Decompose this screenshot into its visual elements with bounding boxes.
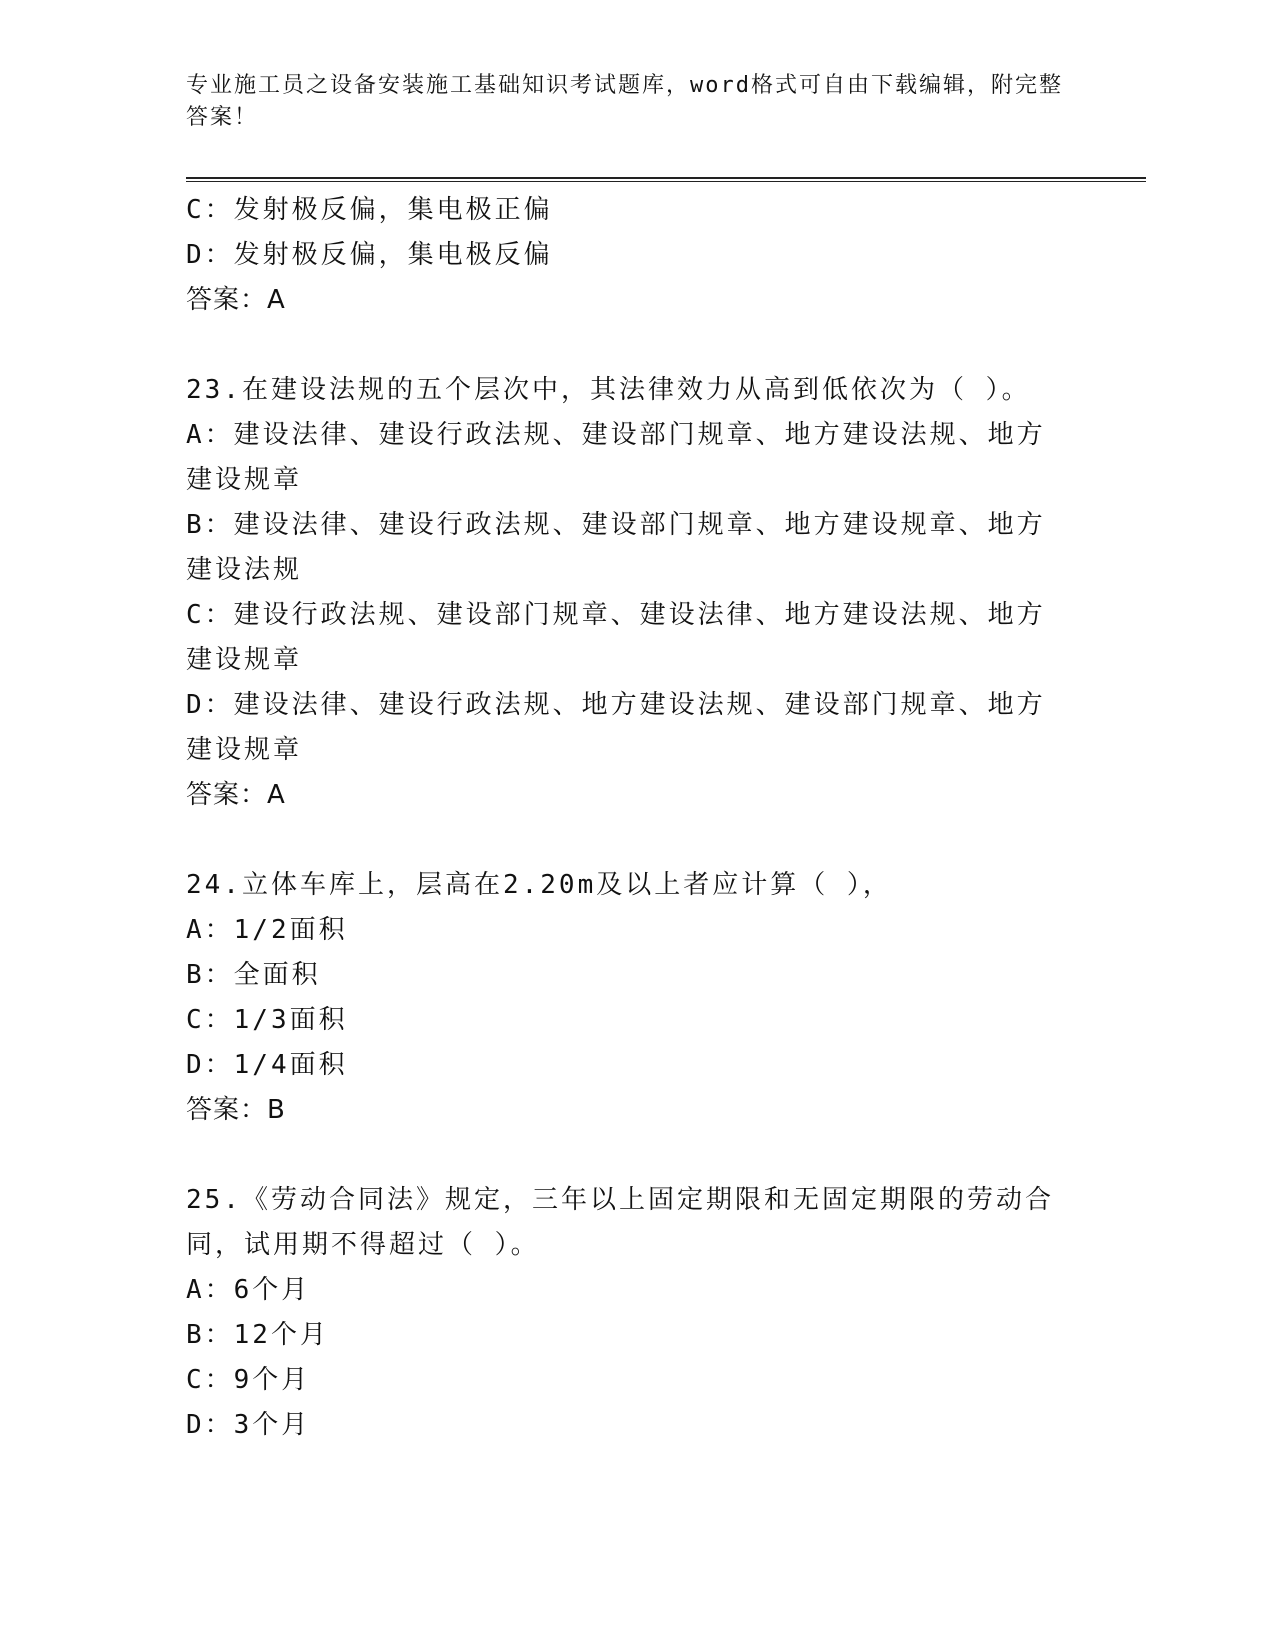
q25-option-a: A：6个月 — [186, 1275, 311, 1305]
q24-option-a: A：1/2面积 — [186, 915, 348, 945]
q23-answer: 答案：A — [186, 780, 286, 810]
q24-option-d: D：1/4面积 — [186, 1050, 348, 1080]
q22-option-d: D：发射极反偏，集电极反偏 — [186, 240, 553, 270]
q25-option-c: C：9个月 — [186, 1365, 311, 1395]
q24-option-c: C：1/3面积 — [186, 1005, 348, 1035]
q23-question: 23.在建设法规的五个层次中，其法律效力从高到低依次为（ ）。 — [186, 375, 1031, 405]
q22-answer: 答案：A — [186, 285, 286, 315]
q23-option-c: C：建设行政法规、建设部门规章、建设法律、地方建设法规、地方建设规章 — [186, 600, 1046, 675]
q25-option-d: D：3个月 — [186, 1410, 311, 1440]
q25-question: 25.《劳动合同法》规定，三年以上固定期限和无固定期限的劳动合同，试用期不得超过（ ）。 — [186, 1185, 1054, 1260]
header-divider — [186, 177, 1146, 182]
document-header: 专业施工员之设备安装施工基础知识考试题库，word格式可自由下载编辑，附完整答案！ — [186, 73, 1063, 130]
spacer — [186, 818, 1066, 863]
spacer — [186, 1133, 1066, 1178]
q23-option-a: A：建设法律、建设行政法规、建设部门规章、地方建设法规、地方建设规章 — [186, 420, 1046, 495]
q25-option-b: B：12个月 — [186, 1320, 329, 1350]
q23-option-b: B：建设法律、建设行政法规、建设部门规章、地方建设规章、地方建设法规 — [186, 510, 1046, 585]
spacer — [186, 323, 1066, 368]
q24-question: 24.立体车库上，层高在2.20m及以上者应计算（ ）， — [186, 870, 892, 900]
q24-option-b: B：全面积 — [186, 960, 321, 990]
question-content — [186, 188, 1066, 1448]
q22-option-c: C：发射极反偏，集电极正偏 — [186, 195, 553, 225]
q24-answer: 答案：B — [186, 1095, 286, 1125]
q23-option-d: D：建设法律、建设行政法规、地方建设法规、建设部门规章、地方建设规章 — [186, 690, 1046, 765]
